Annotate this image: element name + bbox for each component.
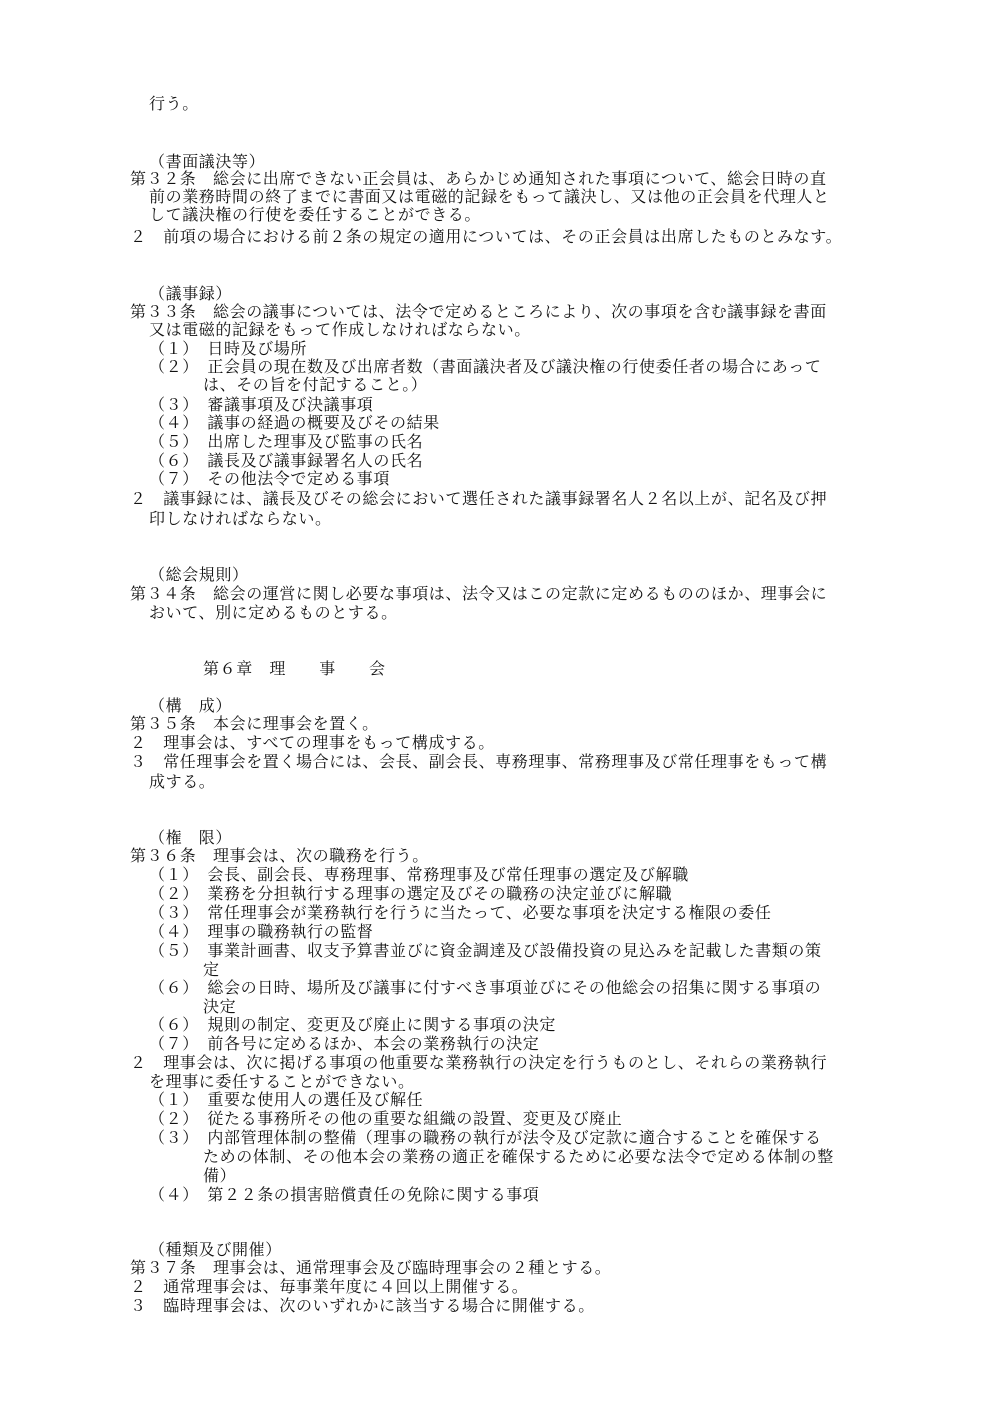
text-line: おいて、別に定めるものとする。 [149,603,398,622]
list-item: （３） 内部管理体制の整備（理事の職務の執行が法令及び定款に適合することを確保する [149,1128,822,1147]
list-item: は、その旨を付記すること。） [203,375,428,394]
list-item: （６） 規則の制定、変更及び廃止に関する事項の決定 [149,1015,557,1034]
article-heading: （総会規則） [149,565,249,584]
text-line: 第３７条 理事会は、通常理事会及び臨時理事会の２種とする。 [130,1258,612,1277]
list-item: 決定 [203,997,237,1016]
list-item: （２） 正会員の現在数及び出席者数（書面議決者及び議決権の行使委任者の場合にあって [149,357,822,376]
article-heading: （構 成） [149,696,233,715]
text-line: ２ 前項の場合における前２条の規定の適用については、その正会員は出席したものとみなす。 [130,227,843,246]
list-item: （５） 出席した理事及び監事の氏名 [149,432,424,451]
text-line: 前の業務時間の終了までに書面又は電磁的記録をもって議決し、又は他の正会員を代理人と [149,187,830,206]
list-item: （４） 理事の職務執行の監督 [149,922,374,941]
article-heading: （書面議決等） [149,152,266,171]
text-line: を理事に委任することができない。 [149,1072,415,1091]
list-item: （２） 業務を分担執行する理事の選定及びその職務の決定並びに解職 [149,884,673,903]
text-line: ３ 常任理事会を置く場合には、会長、副会長、専務理事、常務理事及び常任理事をもって構 [130,752,828,771]
list-item: （１） 重要な使用人の選任及び解任 [149,1090,424,1109]
list-item: （２） 従たる事務所その他の重要な組織の設置、変更及び廃止 [149,1109,623,1128]
list-item: （１） 日時及び場所 [149,339,308,358]
chapter-title: 第６章 理 事 会 [203,659,386,678]
text-line: 第３２条 総会に出席できない正会員は、あらかじめ通知された事項について、総会日時の直 [130,169,827,188]
text-line: 行う。 [149,94,199,113]
list-item: ための体制、その他本会の業務の適正を確保するために必要な法令で定める体制の整 [203,1147,834,1166]
list-item: （３） 常任理事会が業務執行を行うに当たって、必要な事項を決定する権限の委任 [149,903,772,922]
article-heading: （議事録） [149,284,233,303]
list-item: （５） 事業計画書、収支予算書並びに資金調達及び設備投資の見込みを記載した書類の策 [149,941,822,960]
list-item: （７） その他法令で定める事項 [149,469,391,488]
list-item: 定 [203,960,220,979]
list-item: （４） 第２２条の損害賠償責任の免除に関する事項 [149,1185,540,1204]
article-heading: （権 限） [149,828,233,847]
text-line: ２ 理事会は、すべての理事をもって構成する。 [130,733,495,752]
text-line: 第３３条 総会の議事については、法令で定めるところにより、次の事項を含む議事録を書面 [130,302,827,321]
list-item: （３） 審議事項及び決議事項 [149,395,374,414]
text-line: 第３６条 理事会は、次の職務を行う。 [130,846,429,865]
list-item: （７） 前各号に定めるほか、本会の業務執行の決定 [149,1034,540,1053]
text-line: して議決権の行使を委任することができる。 [149,205,482,224]
text-line: ２ 議事録には、議長及びその総会において選任された議事録署名人２名以上が、記名及び押 [130,489,828,508]
text-line: 成する。 [149,772,216,791]
list-item: （６） 総会の日時、場所及び議事に付すべき事項並びにその他総会の招集に関する事項の [149,978,822,997]
text-line: ３ 臨時理事会は、次のいずれかに該当する場合に開催する。 [130,1296,595,1315]
list-item: （４） 議事の経過の概要及びその結果 [149,413,440,432]
text-line: 又は電磁的記録をもって作成しなければならない。 [149,320,531,339]
list-item: 備） [203,1166,237,1185]
text-line: ２ 通常理事会は、毎事業年度に４回以上開催する。 [130,1277,529,1296]
list-item: （６） 議長及び議事録署名人の氏名 [149,451,424,470]
text-line: 第３４条 総会の運営に関し必要な事項は、法令又はこの定款に定めるもののほか、理事会に [130,584,828,603]
article-heading: （種類及び開催） [149,1240,282,1259]
list-item: （１） 会長、副会長、専務理事、常務理事及び常任理事の選定及び解職 [149,865,689,884]
text-line: ２ 理事会は、次に掲げる事項の他重要な業務執行の決定を行うものとし、それらの業務執行 [130,1053,828,1072]
text-line: 印しなければならない。 [149,509,332,528]
text-line: 第３５条 本会に理事会を置く。 [130,714,379,733]
